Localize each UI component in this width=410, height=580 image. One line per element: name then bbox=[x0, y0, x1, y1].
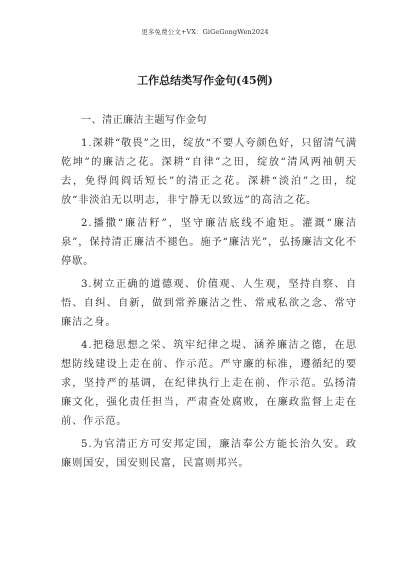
header-note: 更多免费公文+VX：GiGeGongWen2024 bbox=[141, 28, 269, 36]
document-title: 工作总结类写作金句(45例) bbox=[137, 74, 273, 87]
paragraph-4: 4.把稳思想之栄、筑牢纪律之堤、涵养廉洁之德，在思想防线建设上走在前、作示范。严守廉的标准，遵循纪的要求，坚持严的基调，在纪律执行上走在前、作示范。弘扬清廉文化，强化责任担当，严肃查处腐败，在廉政监督上走在前、作示范。 bbox=[61, 340, 357, 427]
section-heading: 一、清正廉洁主题写作金句 bbox=[81, 115, 207, 126]
paragraph-1: 1.深耕“敬畏”之田，绽放“不要人夸颜色好，只留清气满乾坤”的廉洁之花。深耕“自律”之田，绽放“清风两袖朝天去，免得闾阎话短长”的清正之花。深耕“淡泊”之田，绽放“非淡泊无以明志，非宁静无以致远”的高洁之花。 bbox=[61, 138, 357, 206]
document-body bbox=[61, 111, 357, 473]
paragraph-5: 5.为官清正方可安邦定国，廉洁奉公方能长治久安。政廉则国安，国安则民富，民富则邦兴。 bbox=[61, 439, 357, 469]
paragraph-2: 2.播撒“廉洁籽”，坚守廉洁底线不逾矩。灌溉“廉洁泉”，保持清正廉洁不褪色。施予“廉洁光”，弘扬廉洁文化不停歇。 bbox=[61, 218, 357, 267]
paragraph-3: 3.树立正确的道德观、价值观、人生观，坚持自察、自悟、自纠、自新，做到常养廉洁之性、常戒私欲之念、常守廉洁之身。 bbox=[61, 279, 357, 328]
